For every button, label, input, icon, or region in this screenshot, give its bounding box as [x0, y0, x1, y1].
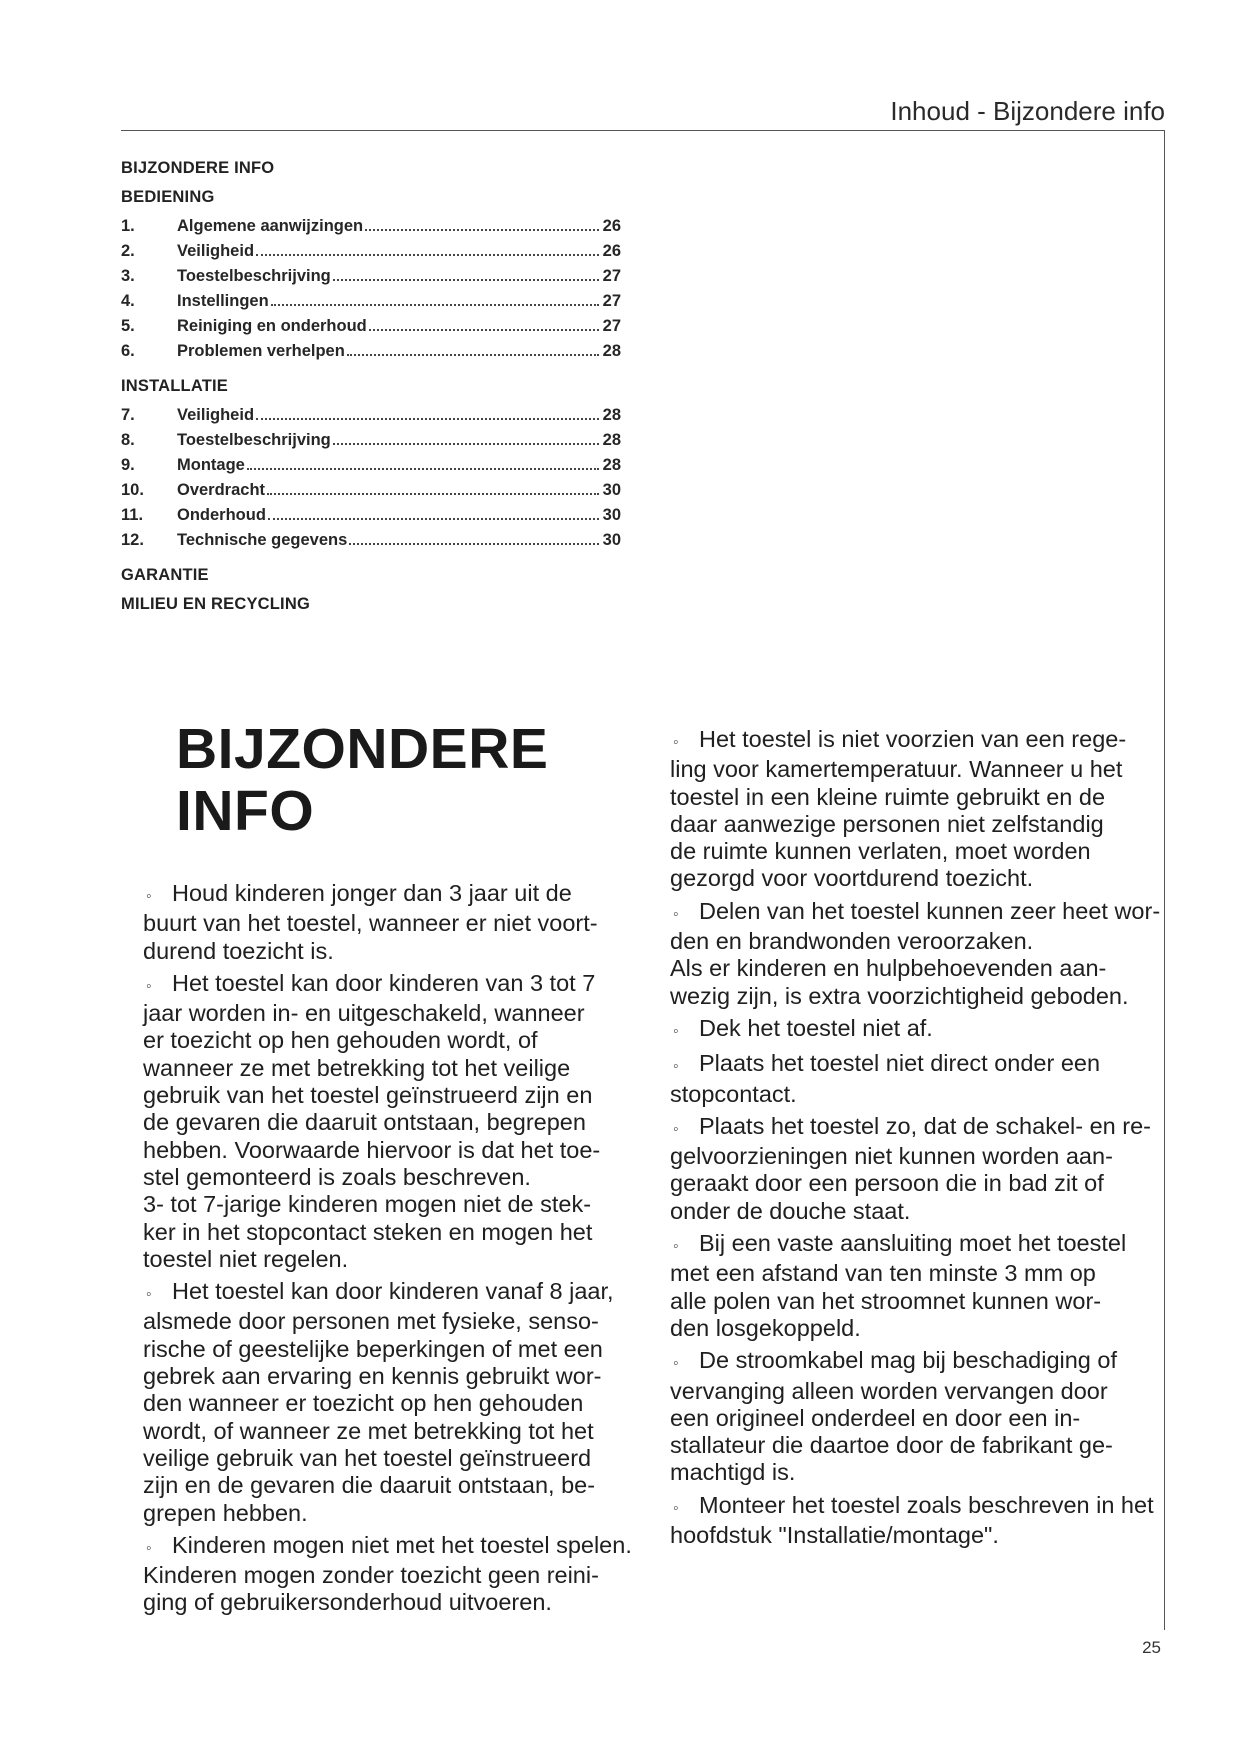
list-item	[670, 1492, 1170, 1550]
toc-heading-installation: INSTALLATIE	[121, 377, 228, 395]
text-line: ging of gebruikersonderhoud uitvoeren.	[143, 1589, 552, 1616]
toc-heading-environment: MILIEU EN RECYCLING	[121, 595, 310, 613]
toc-entry-number: 8.	[121, 431, 135, 449]
bullet-icon: ◦	[146, 1539, 152, 1557]
toc-entry-page: 30	[602, 506, 621, 524]
toc-entry[interactable]	[121, 217, 621, 242]
toc-entry-page: 27	[602, 317, 621, 335]
toc-entry[interactable]	[121, 431, 621, 456]
bullet-icon: ◦	[673, 1058, 679, 1076]
text-line: onder de douche staat.	[670, 1197, 911, 1224]
text-line: de gevaren die daaruit ontstaan, begrepen	[143, 1109, 586, 1136]
toc-entry[interactable]	[121, 506, 621, 531]
toc-heading-warranty: GARANTIE	[121, 566, 209, 584]
toc-dot-leader	[333, 443, 599, 445]
section-title-line: BIJZONDERE	[176, 717, 549, 781]
header-divider	[121, 130, 1165, 131]
toc-entry-page: 28	[602, 456, 621, 474]
text-line: gezorgd voor voortdurend toezicht.	[670, 865, 1034, 892]
section-title-line: INFO	[176, 779, 315, 843]
bullet-icon: ◦	[673, 905, 679, 923]
toc-dot-leader	[267, 493, 599, 495]
text-line: met een afstand van ten minste 3 mm op	[670, 1260, 1096, 1287]
text-line: er toezicht op hen gehouden wordt, of	[143, 1027, 538, 1054]
toc-entry-page: 28	[602, 431, 621, 449]
toc-dot-leader	[271, 304, 599, 306]
toc-entry-page: 26	[602, 217, 621, 235]
toc-entry-number: 7.	[121, 406, 135, 424]
toc-entry-label: Algemene aanwijzingen	[177, 217, 364, 235]
list-item	[143, 970, 658, 1273]
toc-entry-page: 30	[602, 481, 621, 499]
toc-entry-label: Toestelbeschrijving	[177, 431, 331, 449]
toc-dot-leader	[247, 468, 599, 470]
text-line: wanneer ze met betrekking tot het veilige	[143, 1054, 571, 1081]
text-line: grepen hebben.	[143, 1499, 308, 1526]
text-line: buurt van het toestel, wanneer er niet voort-	[143, 910, 598, 937]
text-line: Kinderen mogen zonder toezicht geen reini-	[143, 1562, 599, 1589]
list-item	[143, 1278, 658, 1527]
text-line: Het toestel is niet voorzien van een rege-	[699, 726, 1127, 752]
toc-entry[interactable]	[121, 267, 621, 292]
toc-entry-number: 12.	[121, 531, 144, 549]
text-line: geraakt door een persoon die in bad zit of	[670, 1170, 1104, 1197]
text-line: alsmede door personen met fysieke, senso-	[143, 1308, 599, 1335]
text-line: ker in het stopcontact steken en mogen het	[143, 1218, 593, 1245]
toc-entry[interactable]	[121, 342, 621, 367]
bullet-icon: ◦	[673, 1499, 679, 1517]
toc-entry-label: Veiligheid	[177, 406, 255, 424]
text-line: toestel in een kleine ruimte gebruikt en de	[670, 783, 1106, 810]
text-line: Dek het toestel niet af.	[699, 1014, 933, 1041]
toc-entry[interactable]	[121, 317, 621, 342]
text-line: vervanging alleen worden vervangen door	[670, 1377, 1108, 1404]
text-line: jaar worden in- en uitgeschakeld, wanneer	[143, 1000, 585, 1027]
bullet-icon: ◦	[673, 1238, 679, 1256]
text-line: wordt, of wanneer ze met betrekking tot het	[143, 1417, 594, 1444]
bullet-icon: ◦	[673, 1120, 679, 1138]
text-line: Als er kinderen en hulpbehoevenden aan-	[670, 955, 1107, 982]
text-line: gebruik van het toestel geïnstrueerd zijn en	[143, 1082, 593, 1109]
toc-entry-label: Instellingen	[177, 292, 269, 310]
list-item	[670, 1230, 1170, 1342]
toc-entry-number: 6.	[121, 342, 135, 360]
toc-entry-number: 5.	[121, 317, 135, 335]
toc-entry[interactable]	[121, 242, 621, 267]
toc-dot-leader	[369, 329, 599, 331]
toc-entry[interactable]	[121, 531, 621, 556]
text-line: gelvoorzieningen niet kunnen worden aan-	[670, 1143, 1113, 1170]
page-number: 25	[1142, 1638, 1161, 1657]
text-line: hoofdstuk "Installatie/montage".	[670, 1522, 999, 1549]
text-line: machtigd is.	[670, 1459, 796, 1486]
text-line: Het toestel kan door kinderen vanaf 8 jaar,	[172, 1278, 614, 1305]
toc-entry-number: 3.	[121, 267, 135, 285]
toc-entry-label: Toestelbeschrijving	[177, 267, 331, 285]
list-item	[670, 898, 1170, 1010]
toc-entry-label: Overdracht	[177, 481, 266, 499]
toc-entry-label: Veiligheid	[177, 242, 255, 260]
text-line: Delen van het toestel kunnen zeer heet wor-	[699, 897, 1161, 924]
text-line: de ruimte kunnen verlaten, moet worden	[670, 838, 1091, 865]
bullet-icon: ◦	[146, 888, 152, 905]
text-line: Het toestel kan door kinderen van 3 tot 7	[172, 969, 596, 996]
text-line: Plaats het toestel niet direct onder een	[699, 1050, 1101, 1077]
text-line: hebben. Voorwaarde hiervoor is dat het toe-	[143, 1136, 601, 1163]
toc-dot-leader	[256, 418, 599, 420]
toc-entry-number: 10.	[121, 481, 144, 499]
text-line: veilige gebruik van het toestel geïnstrueerd	[143, 1444, 592, 1471]
text-line: een origineel onderdeel en door een in-	[670, 1404, 1081, 1431]
toc-entry-label: Technische gegevens	[177, 531, 348, 549]
toc-dot-leader	[268, 518, 599, 520]
text-line: ling voor kamertemperatuur. Wanneer u het	[670, 756, 1123, 783]
toc-heading-special-info: BIJZONDERE INFO	[121, 159, 275, 177]
text-line: gebrek aan ervaring en kennis gebruikt wor-	[143, 1363, 602, 1390]
toc-entry-page: 28	[602, 342, 621, 360]
list-item	[143, 1532, 658, 1617]
toc-entry-number: 11.	[121, 506, 144, 524]
toc-entry-label: Reiniging en onderhoud	[177, 317, 367, 335]
toc-dot-leader	[365, 229, 599, 231]
left-text-column	[143, 880, 658, 1622]
toc-entry[interactable]	[121, 406, 621, 431]
toc-entry-number: 1.	[121, 217, 135, 235]
toc-entry-label: Onderhoud	[177, 506, 266, 524]
text-line: 3- tot 7-jarige kinderen mogen niet de stek-	[143, 1191, 592, 1218]
bullet-icon: ◦	[673, 734, 679, 751]
section-title	[176, 718, 548, 842]
text-line: stallateur die daartoe door de fabrikant ge-	[670, 1432, 1113, 1459]
text-line: den wanneer er toezicht op hen gehouden	[143, 1390, 584, 1417]
list-item	[670, 1050, 1170, 1108]
toc-entry-label: Montage	[177, 456, 245, 474]
text-line: durend toezicht is.	[143, 937, 334, 964]
toc-entry-number: 9.	[121, 456, 135, 474]
bullet-icon: ◦	[146, 1286, 152, 1304]
table-of-contents	[121, 159, 621, 624]
text-line: Monteer het toestel zoals beschreven in het	[699, 1491, 1154, 1518]
list-item	[670, 726, 1170, 893]
toc-entry[interactable]	[121, 292, 621, 317]
text-line: Kinderen mogen niet met het toestel spelen.	[172, 1531, 632, 1558]
text-line: toestel niet regelen.	[143, 1245, 349, 1272]
bullet-icon: ◦	[673, 1022, 679, 1040]
list-item	[670, 1347, 1170, 1486]
text-line: den losgekoppeld.	[670, 1314, 861, 1341]
text-line: alle polen van het stroomnet kunnen wor-	[670, 1287, 1102, 1314]
bullet-icon: ◦	[673, 1355, 679, 1373]
toc-entry-label: Problemen verhelpen	[177, 342, 345, 360]
text-line: rische of geestelijke beperkingen of met een	[143, 1335, 603, 1362]
toc-entry-page: 30	[602, 531, 621, 549]
toc-heading-operation: BEDIENING	[121, 188, 215, 206]
text-line: De stroomkabel mag bij beschadiging of	[699, 1347, 1118, 1374]
toc-entry-page: 27	[602, 292, 621, 310]
toc-entry[interactable]	[121, 456, 621, 481]
toc-dot-leader	[333, 279, 599, 281]
toc-dot-leader	[347, 354, 599, 356]
toc-entry[interactable]	[121, 481, 621, 506]
text-line: Houd kinderen jonger dan 3 jaar uit de	[172, 880, 572, 906]
toc-entry-number: 4.	[121, 292, 135, 310]
toc-entry-page: 26	[602, 242, 621, 260]
bullet-icon: ◦	[146, 977, 152, 995]
list-item	[670, 1015, 1170, 1045]
text-line: stopcontact.	[670, 1080, 797, 1107]
page-header-title: Inhoud - Bijzondere info	[890, 96, 1165, 126]
list-item	[670, 1113, 1170, 1225]
text-line: daar aanwezige personen niet zelfstandig	[670, 810, 1104, 837]
text-line: wezig zijn, is extra voorzichtigheid geboden.	[670, 982, 1129, 1009]
toc-entry-number: 2.	[121, 242, 135, 260]
toc-dot-leader	[349, 543, 599, 545]
text-line: zijn en de gevaren die daaruit ontstaan, be-	[143, 1472, 596, 1499]
text-line: Plaats het toestel zo, dat de schakel- en re-	[699, 1112, 1151, 1139]
text-line: den en brandwonden veroorzaken.	[670, 928, 1034, 955]
toc-entry-page: 27	[602, 267, 621, 285]
text-line: Bij een vaste aansluiting moet het toestel	[699, 1230, 1127, 1257]
right-text-column	[670, 726, 1170, 1554]
toc-dot-leader	[256, 254, 599, 256]
toc-entry-page: 28	[602, 406, 621, 424]
list-item	[143, 880, 658, 965]
text-line: stel gemonteerd is zoals beschreven.	[143, 1163, 531, 1190]
